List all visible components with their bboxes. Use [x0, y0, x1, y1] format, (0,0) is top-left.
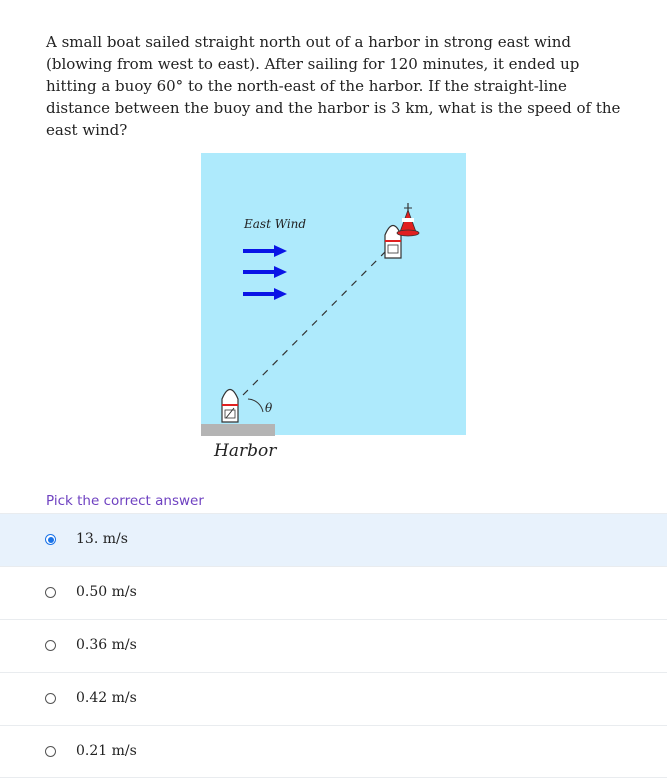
- answer-option[interactable]: [0, 566, 667, 619]
- option-label: 0.36 m/s: [76, 637, 137, 653]
- problem-figure: [0, 150, 667, 470]
- radio-icon[interactable]: [45, 640, 56, 651]
- radio-icon[interactable]: [45, 693, 56, 704]
- answer-prompt: Pick the correct answer: [46, 493, 204, 509]
- buoy-boat-icon: [385, 226, 401, 259]
- option-label: 0.21 m/s: [76, 743, 137, 759]
- harbor-label: Harbor: [214, 441, 277, 461]
- answer-option[interactable]: [0, 672, 667, 725]
- harbor-diagram: [0, 150, 667, 470]
- option-label: 0.42 m/s: [76, 690, 137, 706]
- radio-selected-icon[interactable]: [45, 534, 56, 545]
- theta-label: θ: [265, 401, 273, 415]
- answer-option[interactable]: [0, 513, 667, 566]
- radio-icon[interactable]: [45, 587, 56, 598]
- wind-label: East Wind: [244, 217, 307, 231]
- question-text: A small boat sailed straight north out of a harbor in strong east wind (blowing from west to east). After sailing for 120 minutes, it ended up hitting a buoy 60° to the north-east of the harbor. If the straight-line distance between the buoy and the harbor is 3 km, what is the speed of the east wind?: [46, 33, 621, 139]
- option-label: 13. m/s: [76, 531, 128, 547]
- option-label: 0.50 m/s: [76, 584, 137, 600]
- water-area: [201, 153, 466, 435]
- answer-options: [0, 513, 667, 778]
- radio-icon[interactable]: [45, 746, 56, 757]
- answer-option[interactable]: [0, 619, 667, 672]
- answer-option[interactable]: [0, 725, 667, 778]
- harbor-boat-icon: [222, 390, 238, 423]
- dock: [201, 424, 275, 436]
